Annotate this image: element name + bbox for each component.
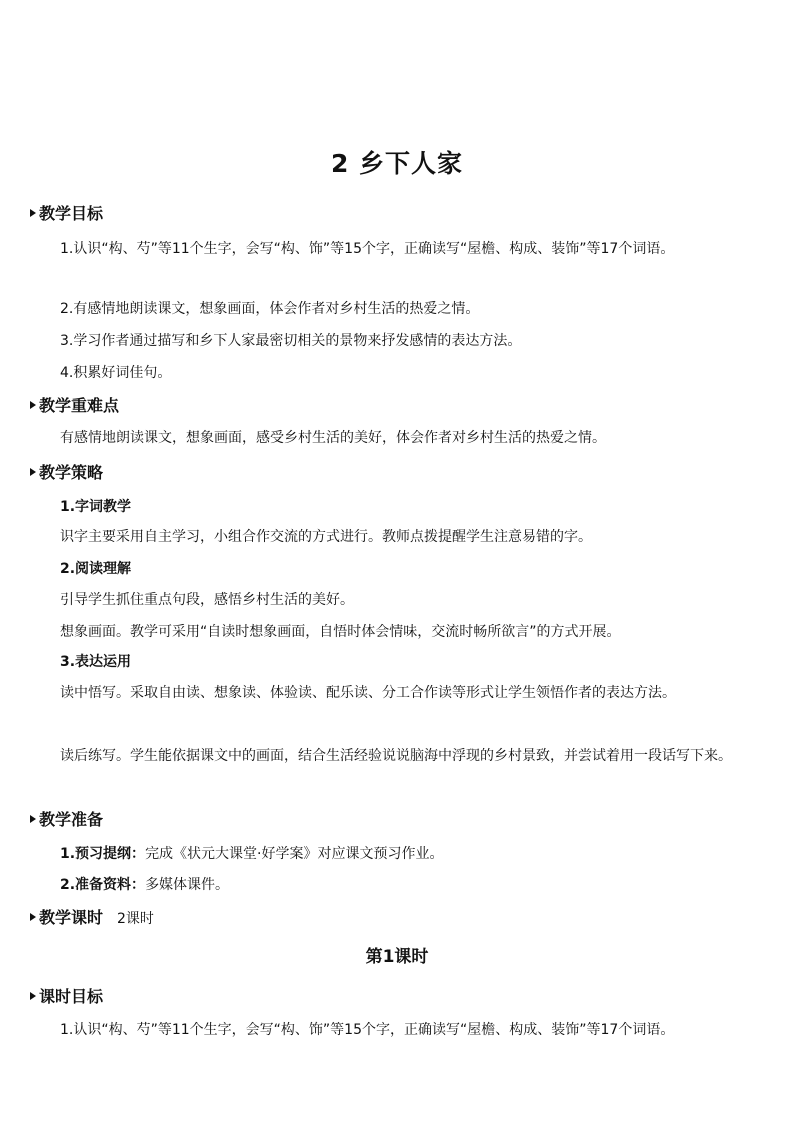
- prep-item-1-text: 完成《状元大课堂·好学案》对应课文预习作业。: [145, 846, 444, 862]
- triangle-bullet-icon: [30, 209, 36, 217]
- strategy-sub3-text2: 读后练写。学生能依据课文中的画面，结合生活经验说说脑海中浮现的乡村景致，并尝试着用一段话写下来。: [60, 748, 732, 764]
- heading-text: 教学准备: [39, 810, 104, 829]
- heading-preparation: [30, 809, 103, 831]
- heading-key-points: [30, 395, 119, 417]
- preparation-item-2: [60, 874, 229, 896]
- triangle-bullet-icon: [30, 815, 36, 823]
- goal-item-4: 4.积累好词佳句。: [60, 365, 172, 381]
- preparation-item-1: [60, 843, 444, 865]
- prep-item-1-label: 1.预习提纲：: [60, 846, 146, 862]
- hours-value: 2课时: [117, 911, 154, 927]
- heading-text: 教学策略: [39, 463, 104, 482]
- triangle-bullet-icon: [30, 401, 36, 409]
- heading-strategy: [30, 462, 103, 484]
- goal-item-2: 2.有感情地朗读课文，想象画面，体会作者对乡村生活的热爱之情。: [60, 301, 480, 317]
- heading-text: 课时目标: [39, 987, 104, 1006]
- prep-item-2-text: 多媒体课件。: [145, 877, 230, 893]
- heading-text: 教学重难点: [39, 396, 120, 415]
- strategy-sub1-title: 1.字词教学: [60, 499, 132, 515]
- goal-item-1: 1.认识“构、芍”等11个生字，会写“构、饰”等15个字，正确读写“屋檐、构成、装饰”等17个词语。: [60, 241, 675, 257]
- strategy-sub2-title: 2.阅读理解: [60, 561, 132, 577]
- strategy-sub2-text2: 想象画面。教学可采用“自读时想象画面，自悟时体会情味，交流时畅所欲言”的方式开展。: [60, 624, 621, 640]
- strategy-sub2-text1: 引导学生抓住重点句段，感悟乡村生活的美好。: [60, 592, 354, 608]
- lesson-goal-1: 1.认识“构、芍”等11个生字，会写“构、饰”等15个字，正确读写“屋檐、构成、装饰”等17个词语。: [60, 1022, 675, 1038]
- triangle-bullet-icon: [30, 468, 36, 476]
- heading-hours: [30, 907, 154, 930]
- heading-text: 教学课时: [39, 908, 104, 927]
- prep-item-2-label: 2.准备资料：: [60, 877, 146, 893]
- strategy-sub1-text: 识字主要采用自主学习，小组合作交流的方式进行。教师点拨提醒学生注意易错的字。: [60, 529, 592, 545]
- triangle-bullet-icon: [30, 992, 36, 1000]
- lesson-1-title: 第1课时: [365, 947, 429, 967]
- goal-item-3: 3.学习作者通过描写和乡下人家最密切相关的景物来抒发感情的表达方法。: [60, 333, 522, 349]
- strategy-sub3-text1: 读中悟写。采取自由读、想象读、体验读、配乐读、分工合作读等形式让学生领悟作者的表达方法。: [60, 685, 676, 701]
- heading-lesson-goals: [30, 986, 103, 1008]
- strategy-sub3-title: 3.表达运用: [60, 654, 132, 670]
- heading-teaching-goals: [30, 203, 103, 225]
- heading-text: 教学目标: [39, 204, 104, 223]
- key-points-text: 有感情地朗读课文，想象画面，感受乡村生活的美好，体会作者对乡村生活的热爱之情。: [60, 430, 606, 446]
- lesson-title: 2 乡下人家: [330, 149, 464, 178]
- triangle-bullet-icon: [30, 913, 36, 921]
